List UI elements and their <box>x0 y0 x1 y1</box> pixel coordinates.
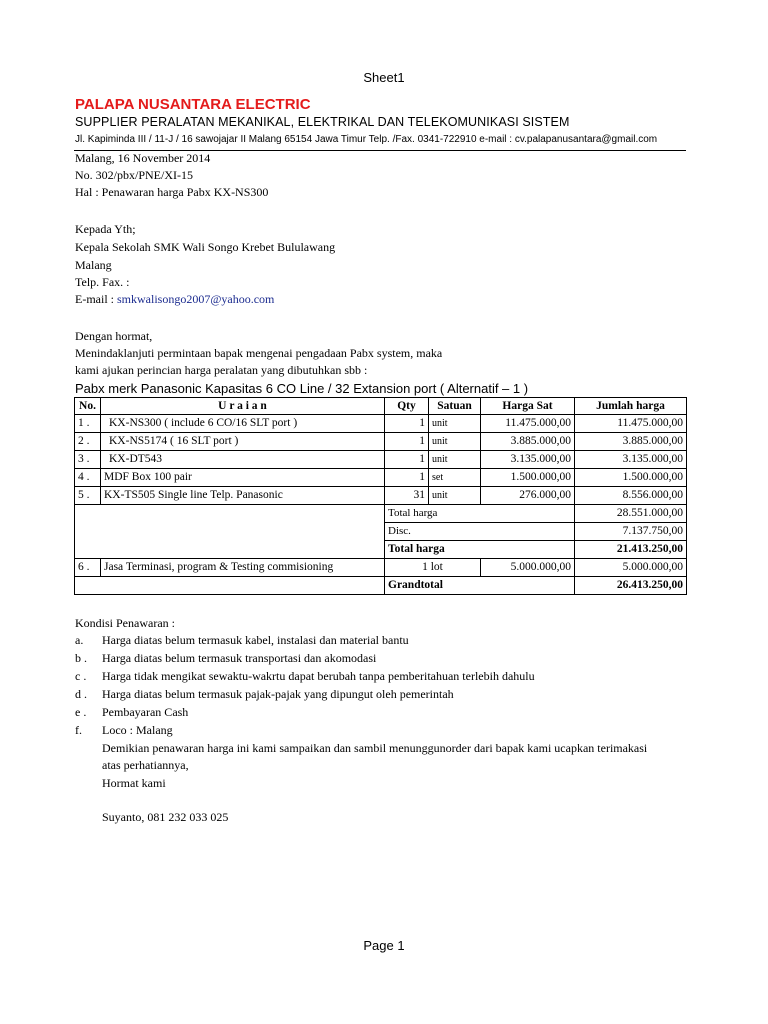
row-qty: 1 <box>385 433 429 451</box>
row-uraian: KX-NS300 ( include 6 CO/16 SLT port ) <box>101 415 385 433</box>
total-harga-net-value: 21.413.250,00 <box>575 541 687 559</box>
letter-subject: Hal : Penawaran harga Pabx KX-NS300 <box>75 185 269 199</box>
row-qty: 1 <box>385 451 429 469</box>
table-header-row <box>75 398 687 415</box>
intro-line-2: kami ajukan perincian harga peralatan yang dibutuhkan sbb : <box>75 363 368 377</box>
row-uraian: MDF Box 100 pair <box>101 469 385 487</box>
company-name: PALAPA NUSANTARA ELECTRIC <box>75 96 311 113</box>
total-harga-row <box>75 505 687 523</box>
grandtotal-label: Grandtotal <box>385 577 575 595</box>
spacer-cell <box>75 523 101 541</box>
closing-line-1: Demikian penawaran harga ini kami sampaikan dan sambil menunggunorder dari bapak kami ucapkan terimakasi <box>102 741 648 755</box>
disc-value: 7.137.750,00 <box>575 523 687 541</box>
row-qty: 31 <box>385 487 429 505</box>
header-uraian: U r a i a n <box>101 398 385 415</box>
row-satuan: unit <box>429 415 481 433</box>
condition-letter: f. <box>75 723 82 737</box>
row-harga: 5.000.000,00 <box>481 559 575 577</box>
table-row <box>75 433 687 451</box>
quotation-table <box>74 397 687 595</box>
table-row <box>75 415 687 433</box>
header-no: No. <box>75 398 101 415</box>
condition-letter: b . <box>75 651 87 665</box>
condition-letter: c . <box>75 669 87 683</box>
row-jumlah: 3.135.000,00 <box>575 451 687 469</box>
conditions-title: Kondisi Penawaran : <box>75 616 175 630</box>
grandtotal-row <box>75 577 687 595</box>
row-uraian: KX-NS5174 ( 16 SLT port ) <box>101 433 385 451</box>
condition-letter: e . <box>75 705 87 719</box>
row-jumlah: 8.556.000,00 <box>575 487 687 505</box>
recipient-email-line <box>75 292 274 307</box>
company-address: Jl. Kapiminda III / 11-J / 16 sawojajar II Malang 65154 Jawa Timur Telp. /Fax. 0341-722910 e-mail : cv.palapanusantara@gmail.com <box>75 134 658 145</box>
row-no: 5 . <box>75 487 101 505</box>
spacer-cell <box>101 541 385 559</box>
row-uraian: Jasa Terminasi, program & Testing commisioning <box>101 559 385 577</box>
condition-text: Harga diatas belum termasuk kabel, instalasi dan material bantu <box>102 633 409 647</box>
email-label: E-mail : <box>75 292 117 306</box>
table-row <box>75 469 687 487</box>
row-satuan: set <box>429 469 481 487</box>
row-qty: 1 <box>385 415 429 433</box>
letter-date: Malang, 16 November 2014 <box>75 151 211 165</box>
condition-text: Pembayaran Cash <box>102 705 189 719</box>
pabx-title: Pabx merk Panasonic Kapasitas 6 CO Line / 32 Extansion port ( Alternatif – 1 ) <box>75 381 529 396</box>
email-link[interactable]: smkwalisongo2007@yahoo.com <box>117 292 275 306</box>
condition-letter: d . <box>75 687 87 701</box>
spacer-cell <box>101 577 385 595</box>
row-harga: 11.475.000,00 <box>481 415 575 433</box>
row-no: 2 . <box>75 433 101 451</box>
row-qty: 1 <box>385 469 429 487</box>
condition-letter: a. <box>75 633 84 647</box>
grandtotal-value: 26.413.250,00 <box>575 577 687 595</box>
spacer-cell <box>75 505 101 523</box>
closing-line-2: atas perhatiannya, <box>102 758 189 772</box>
recipient-city: Malang <box>75 258 112 272</box>
spacer-cell <box>101 523 385 541</box>
row-no: 4 . <box>75 469 101 487</box>
disc-label: Disc. <box>385 523 575 541</box>
service-row <box>75 559 687 577</box>
company-subtitle: SUPPLIER PERALATAN MEKANIKAL, ELEKTRIKAL DAN TELEKOMUNIKASI SISTEM <box>75 115 570 129</box>
row-satuan: unit <box>429 487 481 505</box>
row-harga: 3.885.000,00 <box>481 433 575 451</box>
signature: Suyanto, 081 232 033 025 <box>102 810 229 824</box>
regards: Hormat kami <box>102 776 166 790</box>
recipient: Kepala Sekolah SMK Wali Songo Krebet Bululawang <box>75 240 336 254</box>
condition-text: Harga tidak mengikat sewaktu-wakrtu dapat berubah tanpa pemberitahuan terlebih dahulu <box>102 669 535 683</box>
header-qty: Qty <box>385 398 429 415</box>
row-jumlah: 1.500.000,00 <box>575 469 687 487</box>
page-footer: Page 1 <box>363 938 405 953</box>
row-jumlah: 5.000.000,00 <box>575 559 687 577</box>
table-row <box>75 487 687 505</box>
header-satuan: Satuan <box>429 398 481 415</box>
row-uraian: KX-DT543 <box>101 451 385 469</box>
spacer-cell <box>75 577 101 595</box>
header-harga-sat: Harga Sat <box>481 398 575 415</box>
spacer-cell <box>101 505 385 523</box>
row-satuan: unit <box>429 433 481 451</box>
condition-text: Loco : Malang <box>102 723 173 737</box>
row-jumlah: 3.885.000,00 <box>575 433 687 451</box>
row-no: 3 . <box>75 451 101 469</box>
letter-number: No. 302/pbx/PNE/XI-15 <box>75 168 193 182</box>
total-harga-value: 28.551.000,00 <box>575 505 687 523</box>
to-label: Kepada Yth; <box>75 222 136 236</box>
row-harga: 3.135.000,00 <box>481 451 575 469</box>
total-harga-net-label: Total harga <box>385 541 575 559</box>
row-no: 1 . <box>75 415 101 433</box>
greeting: Dengan hormat, <box>75 329 153 343</box>
row-uraian: KX-TS505 Single line Telp. Panasonic <box>101 487 385 505</box>
sheet-title: Sheet1 <box>363 70 405 85</box>
table-row <box>75 451 687 469</box>
row-no: 6 . <box>75 559 101 577</box>
row-harga: 1.500.000,00 <box>481 469 575 487</box>
condition-text: Harga diatas belum termasuk pajak-pajak yang dipungut oleh pemerintah <box>102 687 454 701</box>
condition-text: Harga diatas belum termasuk transportasi dan akomodasi <box>102 651 377 665</box>
header-jumlah: Jumlah harga <box>575 398 687 415</box>
disc-row <box>75 523 687 541</box>
row-qty: 1 lot <box>385 559 481 577</box>
intro-line-1: Menindaklanjuti permintaan bapak mengenai pengadaan Pabx system, maka <box>75 346 443 360</box>
total-harga-label: Total harga <box>385 505 575 523</box>
total-harga-net-row <box>75 541 687 559</box>
row-satuan: unit <box>429 451 481 469</box>
recipient-telp: Telp. Fax. : <box>75 275 130 289</box>
spacer-cell <box>75 541 101 559</box>
row-jumlah: 11.475.000,00 <box>575 415 687 433</box>
row-harga: 276.000,00 <box>481 487 575 505</box>
